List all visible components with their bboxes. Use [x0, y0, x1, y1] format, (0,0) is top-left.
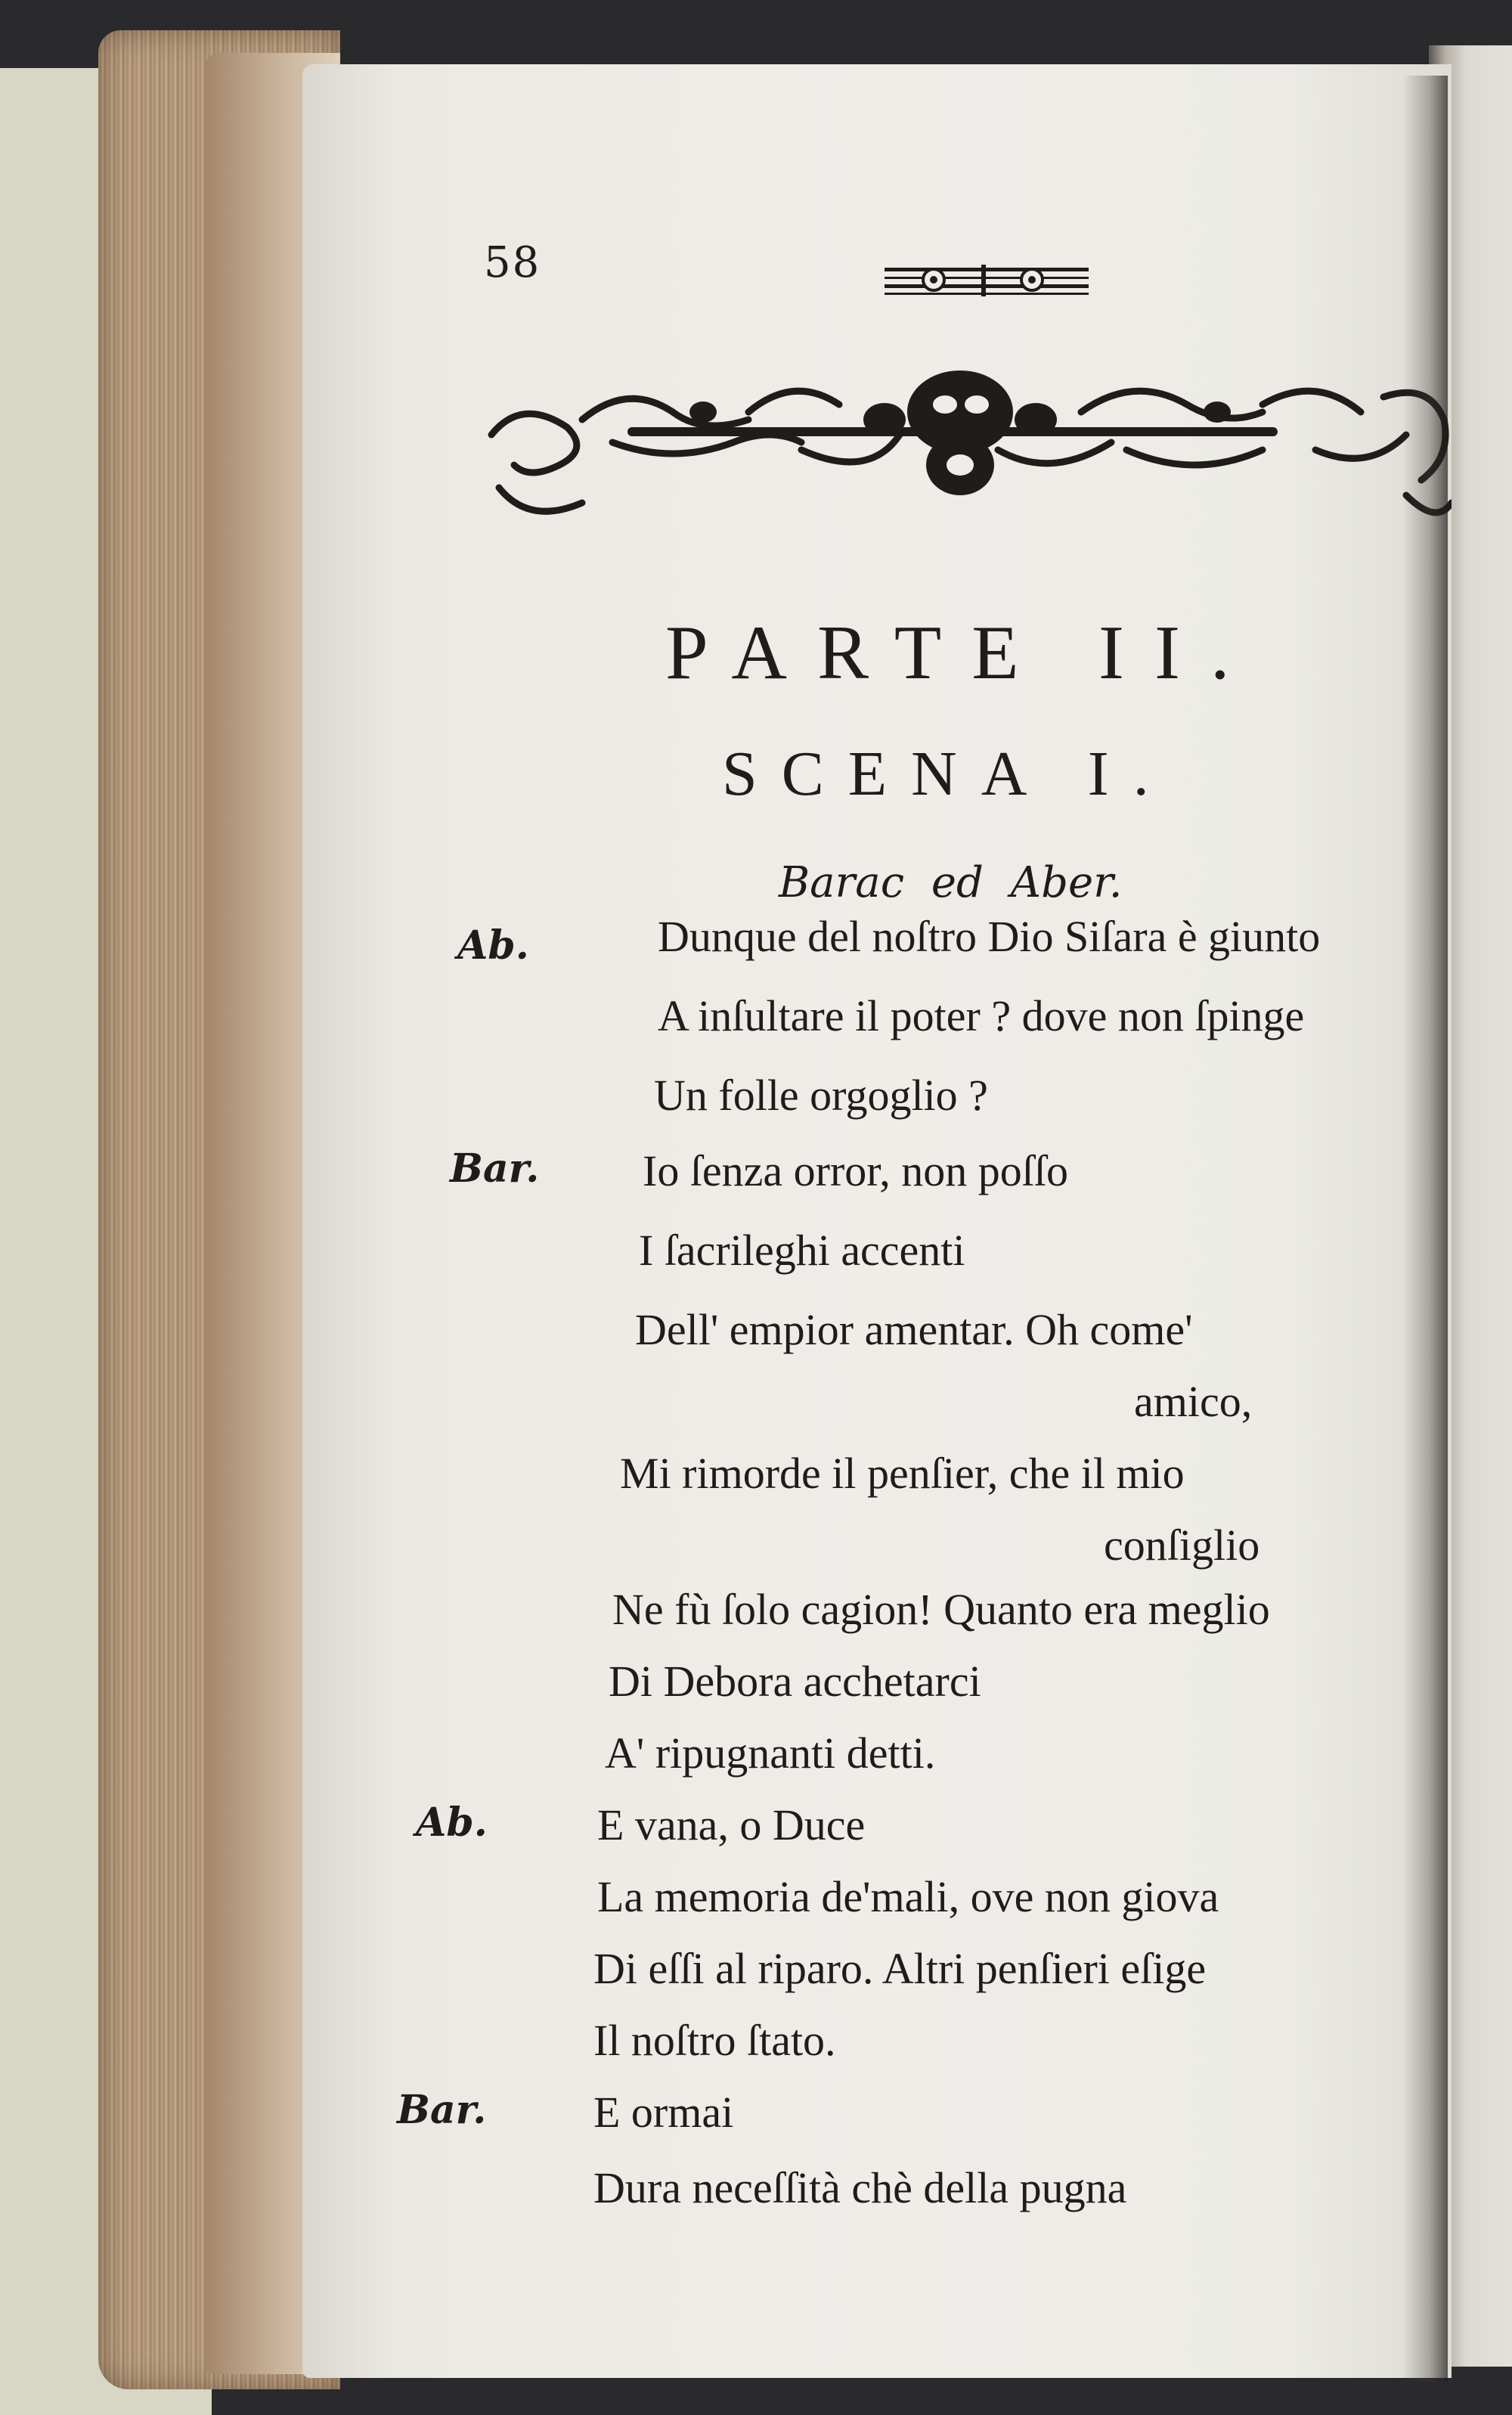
- verse-line: Dura neceſſità chè della pugna: [593, 2163, 1127, 2212]
- speaker-label: Bar.: [450, 1145, 540, 1192]
- verse-line: La memoria de'mali, ove non giova: [597, 1872, 1219, 1921]
- speaker-label: Ab.: [457, 922, 529, 969]
- scene-title: SCENA I.: [722, 739, 1173, 809]
- verse-line-continuation: conſiglio: [1104, 1521, 1260, 1570]
- speaker-label: Ab.: [416, 1800, 488, 1846]
- verse-line: Io ſenza orror, non poſſo: [643, 1146, 1069, 1195]
- verse-line: A' ripugnanti detti.: [605, 1728, 936, 1778]
- verse-line: Ne fù ſolo cagion! Quanto era meglio: [612, 1585, 1270, 1634]
- page-gutter-shadow: [1402, 76, 1448, 2382]
- part-title: PARTE II.: [665, 610, 1260, 696]
- verse-line: E vana, o Duce: [597, 1800, 866, 1849]
- ornamental-rule: [877, 257, 1096, 302]
- scene-characters: Barac ed Aber.: [779, 858, 1123, 907]
- verse-line: Il noſtro ſtato.: [593, 2016, 836, 2065]
- page-number: 58: [484, 238, 541, 287]
- verse-line: I ſacrileghi accenti: [639, 1226, 965, 1275]
- verse-line: Un folle orgoglio ?: [654, 1071, 988, 1120]
- decorative-headpiece: [476, 352, 1452, 548]
- verse-line: Mi rimorde il penſier, che il mio: [620, 1449, 1185, 1498]
- verse-line: Dell' empior amentar. Oh come': [635, 1305, 1193, 1354]
- verse-line-continuation: amico,: [1134, 1377, 1253, 1426]
- speaker-label: Bar.: [397, 2087, 487, 2133]
- verse-line: Di Debora acchetarci: [609, 1657, 981, 1706]
- verse-line: Di eſſi al riparo. Altri penſieri eſige: [593, 1944, 1207, 1993]
- book-page: [302, 64, 1452, 2378]
- verse-line: E ormai: [593, 2088, 734, 2137]
- verse-line: A inſultare il poter ? dove non ſpinge: [658, 991, 1305, 1040]
- verse-line: Dunque del noſtro Dio Siſara è giunto: [658, 912, 1321, 961]
